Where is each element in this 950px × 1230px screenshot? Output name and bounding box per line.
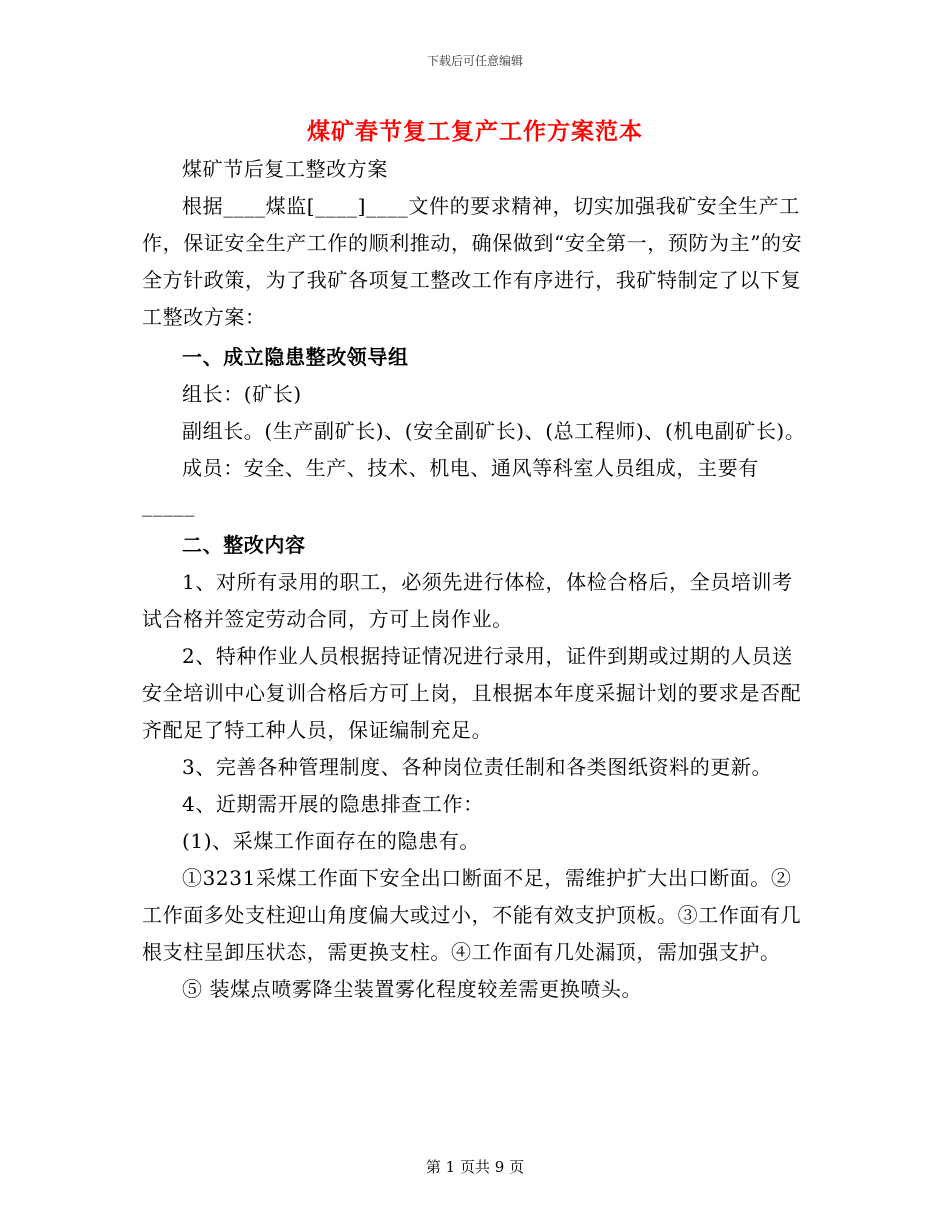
paragraph-members: 成员：安全、生产、技术、机电、通风等科室人员组成，主要有_____ [142, 456, 759, 517]
paragraph-subtitle: 煤矿节后复工整改方案 [182, 157, 388, 181]
paragraph-item-1: 1、对所有录用的职工，必须先进行体检，体检合格后，全员培训考试合格并签定劳动合同，方可上岗作业。 [142, 570, 793, 631]
paragraph-hazard-5: ⑤ 装煤点喷雾降尘装置雾化程度较差需更换喷头。 [182, 977, 643, 1001]
section-heading-rectification: 二、整改内容 [182, 533, 306, 557]
document-body [142, 151, 810, 1008]
paragraph-item-3: 3、完善各种管理制度、各种岗位责任制和各类图纸资料的更新。 [182, 755, 773, 779]
paragraph-deputy-leaders: 副组长。(生产副矿长)、(安全副矿长)、(总工程师)、(机电副矿长)。 [182, 419, 806, 443]
paragraph-item-2: 2、特种作业人员根据持证情况进行录用，证件到期或过期的人员送安全培训中心复训合格后方可上岗，且根据本年度采掘计划的要求是否配齐配足了特工种人员，保证编制充足。 [142, 644, 802, 742]
paragraph-item-4: 4、近期需开展的隐患排查工作： [182, 792, 484, 816]
paragraph-leader: 组长：(矿长) [182, 382, 302, 406]
document-title: 煤矿春节复工复产工作方案范本 [307, 119, 643, 145]
paragraph-hazards-list: ①3231采煤工作面下安全出口断面不足，需维护扩大出口断面。②工作面多处支柱迎山角度偏大或过小，不能有效支护顶板。③工作面有几根支柱呈卸压状态，需更换支柱。④工作面有几处漏顶，需加强支护。 [142, 866, 802, 964]
page-footer-indicator: 第 1 页共 9 页 [425, 1158, 525, 1176]
paragraph-intro: 根据____煤监[____]____文件的要求精神，切实加强我矿安全生产工作，保证安全生产工作的顺利推动，确保做到“安全第一，预防为主”的安全方针政策，为了我矿各项复工整改工作有序进行，我矿特制定了以下复工整改方案： [142, 194, 803, 329]
paragraph-subitem-1: (1)、采煤工作面存在的隐患有。 [182, 829, 480, 853]
page-header-note: 下载后可任意编辑 [426, 54, 523, 68]
section-heading-leadership: 一、成立隐患整改领导组 [182, 345, 409, 369]
